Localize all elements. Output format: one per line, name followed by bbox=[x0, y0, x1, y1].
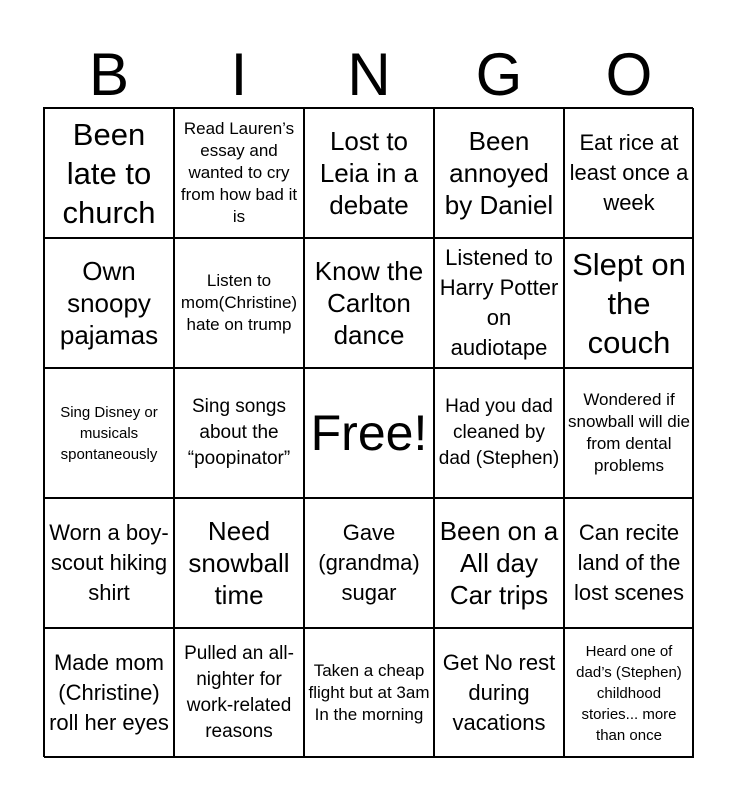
cell-text: Know the Carlton dance bbox=[314, 256, 424, 350]
bingo-cell[interactable] bbox=[174, 498, 304, 628]
cell-text: Read Lauren’s essay and wanted to cry from how bad it is bbox=[180, 119, 298, 226]
bingo-cell[interactable] bbox=[564, 368, 694, 498]
bingo-cell[interactable] bbox=[174, 628, 304, 758]
bingo-cell[interactable] bbox=[564, 628, 694, 758]
bingo-cell[interactable] bbox=[564, 238, 694, 368]
cell-text: Sing songs about the “poopinator” bbox=[187, 396, 291, 469]
cell-text: Worn a boy-scout hiking shirt bbox=[49, 520, 169, 605]
cell-text: Wondered if snowball will die from dental problems bbox=[568, 390, 690, 475]
bingo-cell[interactable] bbox=[44, 498, 174, 628]
cell-text: Heard one of dad’s (Stephen) childhood stories... more than once bbox=[576, 642, 682, 744]
bingo-cell[interactable] bbox=[44, 238, 174, 368]
cell-text: Own snoopy pajamas bbox=[59, 256, 159, 350]
cell-text: Need snowball time bbox=[188, 516, 290, 610]
cell-text: Sing Disney or musicals spontaneously bbox=[60, 403, 158, 463]
bingo-cell[interactable] bbox=[304, 108, 434, 238]
bingo-cell[interactable] bbox=[564, 108, 694, 238]
cell-text: Been on a All day Car trips bbox=[439, 516, 559, 610]
bingo-cell[interactable] bbox=[304, 238, 434, 368]
bingo-cell[interactable] bbox=[44, 368, 174, 498]
bingo-grid bbox=[43, 107, 693, 757]
cell-text: Get No rest during vacations bbox=[442, 650, 556, 735]
bingo-cell[interactable] bbox=[44, 108, 174, 238]
header-letter-i: I bbox=[230, 41, 248, 108]
cell-text: Can recite land of the lost scenes bbox=[573, 520, 685, 605]
bingo-cell[interactable] bbox=[174, 368, 304, 498]
cell-text: Taken a cheap flight but at 3am In the morning bbox=[308, 661, 430, 724]
cell-text: Pulled an all-nighter for work-related reasons bbox=[184, 643, 294, 742]
bingo-cell[interactable] bbox=[434, 498, 564, 628]
header-letter-b: B bbox=[88, 41, 130, 108]
header-letter-n: N bbox=[347, 41, 391, 108]
cell-text: Been late to church bbox=[62, 116, 156, 230]
cell-text: Been annoyed by Daniel bbox=[444, 126, 554, 220]
bingo-cell[interactable] bbox=[44, 628, 174, 758]
bingo-cell[interactable] bbox=[434, 368, 564, 498]
cell-text: Lost to Leia in a debate bbox=[319, 126, 419, 220]
cell-text: Listen to mom(Christine) hate on trump bbox=[180, 271, 298, 334]
cell-text: Free! bbox=[310, 405, 428, 461]
header-letter-o: O bbox=[605, 41, 653, 108]
bingo-cell[interactable] bbox=[434, 108, 564, 238]
cell-text: Made mom (Christine) roll her eyes bbox=[49, 650, 169, 735]
bingo-cell[interactable] bbox=[174, 238, 304, 368]
bingo-cell[interactable] bbox=[564, 498, 694, 628]
cell-text: Listened to Harry Potter on audiotape bbox=[439, 245, 559, 360]
bingo-header bbox=[44, 42, 694, 108]
bingo-cell[interactable] bbox=[304, 628, 434, 758]
bingo-cell[interactable] bbox=[434, 238, 564, 368]
free-cell[interactable] bbox=[304, 368, 434, 498]
bingo-cell[interactable] bbox=[434, 628, 564, 758]
cell-text: Gave (grandma) sugar bbox=[318, 520, 420, 605]
cell-text: Eat rice at least once a week bbox=[569, 130, 689, 215]
header-letter-g: G bbox=[475, 41, 523, 108]
bingo-cell[interactable] bbox=[304, 498, 434, 628]
cell-text: Had you dad cleaned by dad (Stephen) bbox=[438, 396, 560, 469]
cell-text: Slept on the couch bbox=[572, 246, 686, 360]
bingo-cell[interactable] bbox=[174, 108, 304, 238]
